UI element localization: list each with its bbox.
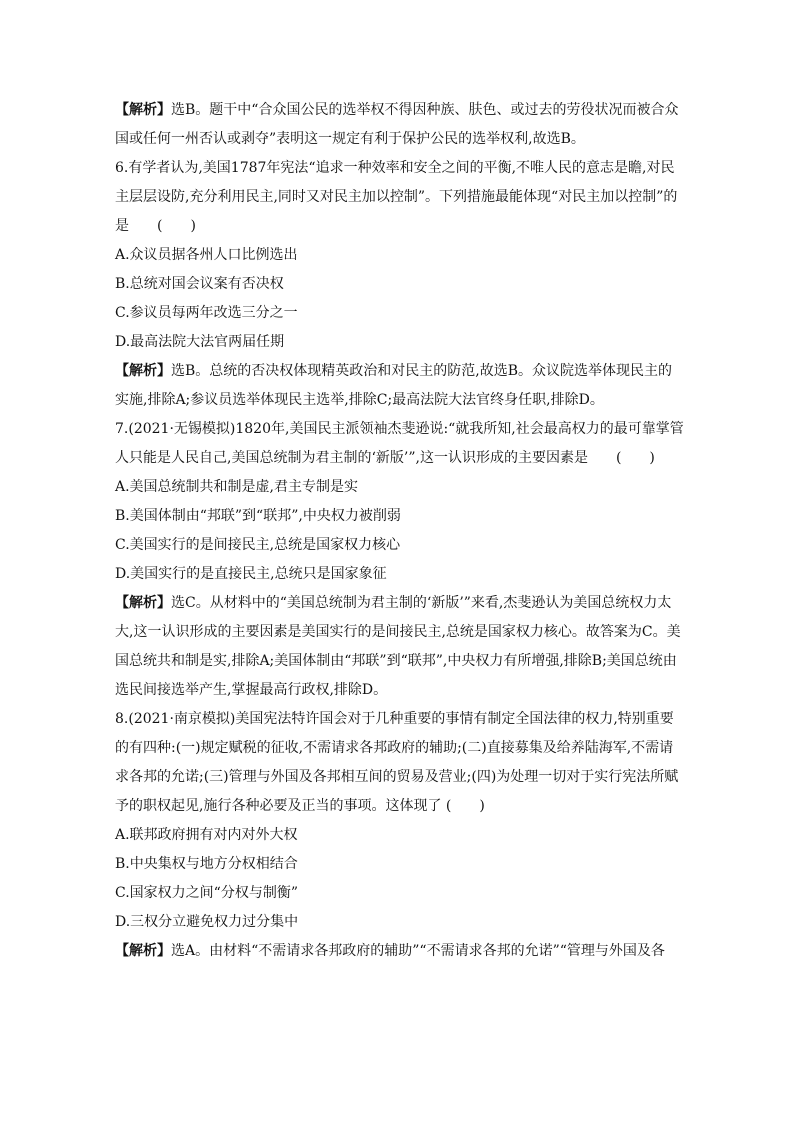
analysis-text: 选B。总统的否决权体现精英政治和对民主的防范,故选B。众议院选举体现民主的实施,排除A;参议员选举体现民主选举,排除C;最高法院大法官终身任职,排除D。: [115, 363, 673, 408]
analysis-text: 选C。从材料中的“美国总统制为君主制的‘新版’”来看,杰斐逊认为美国总统权力太大,这一认识形成的主要因素是美国实行的是间接民主,总统是国家权力核心。故答案为C。美国总统共和制是实,排除A;美国体制由“邦联”到“联邦”,中央权力有所增强,排除B;美国总统由选民间接选举产生,掌握最高行政权,排除D。: [115, 595, 681, 698]
analysis-tag: 【解析】: [115, 943, 171, 959]
q6-option-a: A.众议员据各州人口比例选出: [115, 247, 298, 263]
analysis-tag: 【解析】: [115, 363, 171, 379]
q6-option-b: B.总统对国会议案有否决权: [115, 276, 284, 292]
analysis-tag: 【解析】: [115, 595, 171, 611]
q8-analysis: [115, 937, 685, 966]
q7-option-b: B.美国体制由“邦联”到“联邦”,中央权力被削弱: [115, 508, 401, 524]
analysis-text: 选B。题干中“合众国公民的选举权不得因种族、肤色、或过去的劳役状况而被合众国或任何一州否认或剥夺”表明这一规定有利于保护公民的选举权利,故选B。: [115, 102, 679, 147]
q8-option-d: D.三权分立避免权力过分集中: [115, 914, 299, 930]
analysis-text: 选A。由材料“不需请求各邦政府的辅助”“不需请求各邦的允诺”“管理与外国及各: [171, 943, 665, 959]
q5-analysis: [115, 96, 685, 154]
q8-option-a: A.联邦政府拥有对内对外大权: [115, 827, 298, 843]
q8-option-c: C.国家权力之间“分权与制衡”: [115, 885, 298, 901]
q6-stem: 6.有学者认为,美国1787年宪法“追求一种效率和安全之间的平衡,不唯人民的意志是瞻,对民主层层设防,充分利用民主,同时又对民主加以控制”。下列措施最能体现“对民主加以控制”的是 ( ): [115, 160, 678, 234]
q7-option-c: C.美国实行的是间接民主,总统是国家权力核心: [115, 537, 401, 553]
q6-analysis: [115, 357, 685, 415]
q7-option-a: A.美国总统制共和制是虚,君主专制是实: [115, 479, 359, 495]
q6-option-c: C.参议员每两年改选三分之一: [115, 305, 298, 321]
q8-stem: 8.(2021·南京模拟)美国宪法特许国会对于几种重要的事情有制定全国法律的权力,特别重要的有四种:(一)规定赋税的征收,不需请求各邦政府的辅助;(二)直接募集及给养陆海军,不需请求各邦的允诺;(三)管理与外国及各邦相互间的贸易及营业;(四)为处理一切对于实行宪法所赋予的职权起见,施行各种必要及正当的事项。这体现了 ( ): [115, 711, 679, 814]
q8-option-b: B.中央集权与地方分权相结合: [115, 856, 298, 872]
q7-analysis: [115, 589, 685, 705]
analysis-tag: 【解析】: [115, 102, 171, 118]
q7-stem: 7.(2021·无锡模拟)1820年,美国民主派领袖杰斐逊说:“就我所知,社会最高权力的最可靠掌管人只能是人民自己,美国总统制为君主制的‘新版’”,这一认识形成的主要因素是 ( ): [115, 421, 684, 466]
document-page: [115, 96, 685, 966]
q6-option-d: D.最高法院大法官两届任期: [115, 334, 285, 350]
q7-option-d: D.美国实行的是直接民主,总统只是国家象征: [115, 566, 387, 582]
